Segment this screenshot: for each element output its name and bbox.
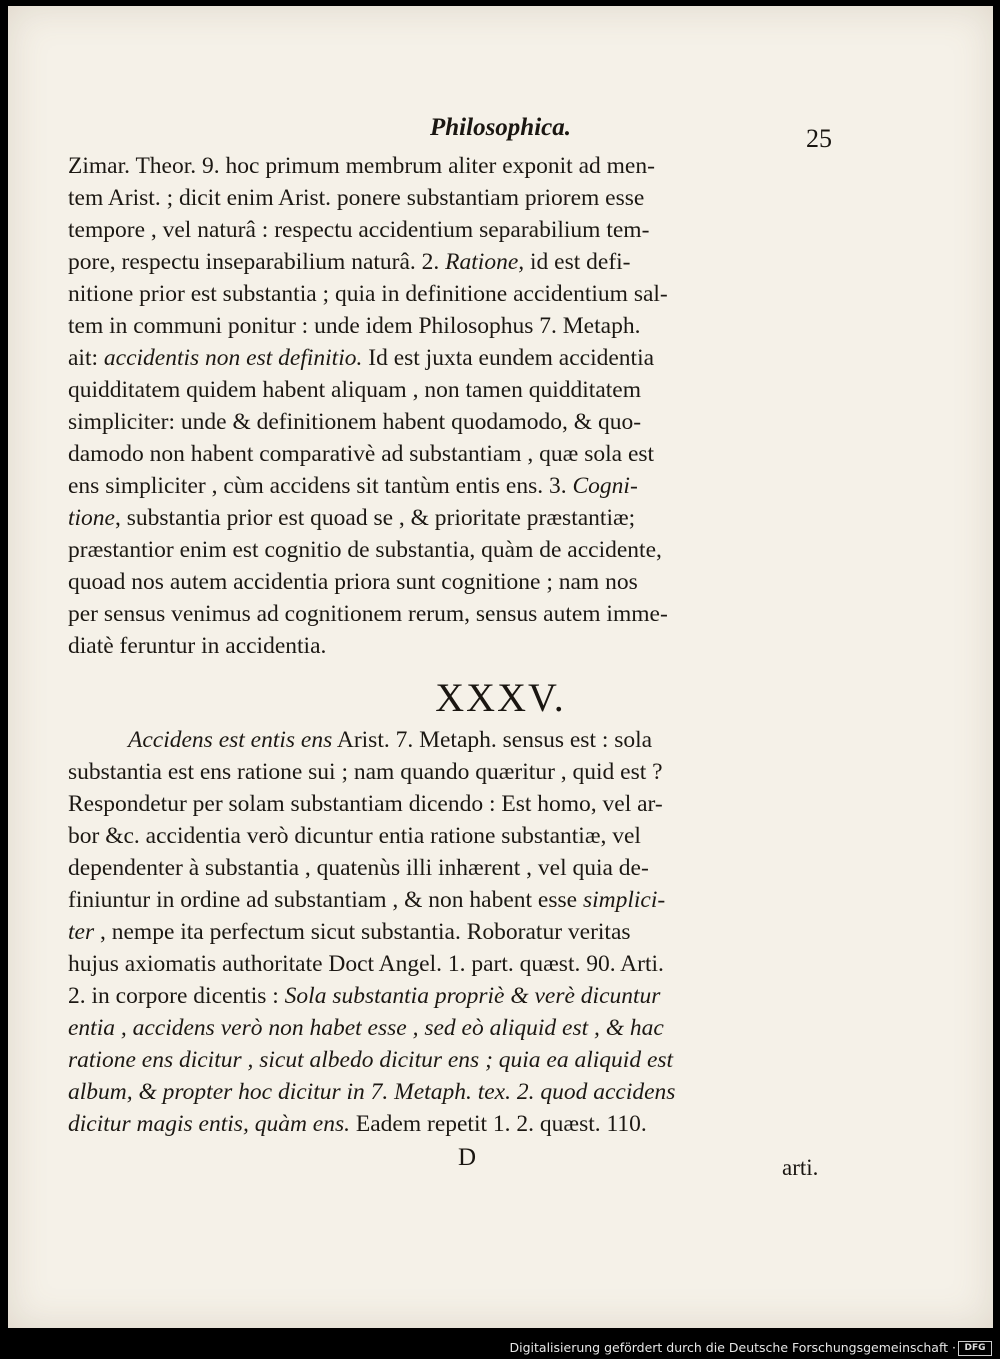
text-line: tem Arist. ; dicit enim Arist. ponere substantiam priorem esse xyxy=(68,185,645,211)
text-line: hujus axiomatis authoritate Doct Angel. 1. part. quæst. 90. Arti. xyxy=(68,951,664,977)
text-line: diatè feruntur in accidentia. xyxy=(68,633,327,659)
paragraph-2 xyxy=(68,724,828,1140)
text-line: nitione prior est substantia ; quia in definitione accidentium sal- xyxy=(68,281,668,307)
text-line: Respondetur per solam substantiam dicendo : Est homo, vel ar- xyxy=(68,791,663,817)
text-line: simpliciter: unde & definitionem habent quodamodo, & quo- xyxy=(68,409,642,435)
text-line: ter , nempe ita perfectum sicut substantia. Roboratur veritas xyxy=(68,919,631,945)
text-line: pore, respectu inseparabilium naturâ. 2. Ratione, id est defi- xyxy=(68,249,631,275)
section-heading: XXXV. xyxy=(435,675,566,720)
text-line: damodo non habent comparativè ad substantiam , quæ sola est xyxy=(68,441,655,467)
text-line: tempore , vel naturâ : respectu accidentium separabilium tem- xyxy=(68,217,650,243)
text-line: præstantior enim est cognitio de substantia, quàm de accidente, xyxy=(68,537,662,563)
text-line: per sensus venimus ad cognitionem rerum, sensus autem imme- xyxy=(68,601,668,627)
catchword: arti. xyxy=(782,1155,819,1180)
text-line: finiuntur in ordine ad substantiam , & non habent esse simplici- xyxy=(68,887,666,913)
text-line: ait: accidentis non est definitio. Id est juxta eundem accidentia xyxy=(68,345,655,371)
text-line: album, & propter hoc dicitur in 7. Metaph. tex. 2. quod accidens xyxy=(68,1079,676,1105)
text-line: bor &c. accidentia verò dicuntur entia ratione substantiæ, vel xyxy=(68,823,641,849)
funding-credit: Digitalisierung gefördert durch die Deutsche Forschungsgemeinschaft · xyxy=(509,1340,956,1355)
text-line: substantia est ens ratione sui ; nam quando quæritur , quid est ? xyxy=(68,759,663,785)
text-line: dependenter à substantia , quatenùs illi inhærent , vel quia de- xyxy=(68,855,649,881)
footer-bar xyxy=(0,1336,1000,1359)
dfg-logo-icon: DFG xyxy=(958,1341,992,1356)
running-head: Philosophica. xyxy=(430,114,571,141)
text-line: Zimar. Theor. 9. hoc primum membrum aliter exponit ad men- xyxy=(68,153,655,179)
text-line: ratione ens dicitur , sicut albedo dicitur ens ; quia ea aliquid est xyxy=(68,1047,674,1073)
paragraph-1 xyxy=(68,150,828,662)
text-line: 2. in corpore dicentis : Sola substantia propriè & verè dicuntur xyxy=(68,983,661,1009)
text-line: tione, substantia prior est quoad se , & prioritate præstantiæ; xyxy=(68,505,636,531)
text-line: Accidens est entis ens Arist. 7. Metaph. sensus est : sola xyxy=(128,727,653,753)
text-line: quoad nos autem accidentia priora sunt cognitione ; nam nos xyxy=(68,569,638,595)
book-page xyxy=(8,6,993,1328)
page-number: 25 xyxy=(806,124,832,153)
text-line: quidditatem quidem habent aliquam , non tamen quidditatem xyxy=(68,377,642,403)
text-line: entia , accidens verò non habet esse , sed eò aliquid est , & hac xyxy=(68,1015,664,1041)
text-line: tem in communi ponitur : unde idem Philosophus 7. Metaph. xyxy=(68,313,641,339)
text-line: ens simpliciter , cùm accidens sit tantùm entis ens. 3. Cogni- xyxy=(68,473,638,499)
signature-mark: D xyxy=(458,1144,477,1171)
text-line: dicitur magis entis, quàm ens. Eadem repetit 1. 2. quæst. 110. xyxy=(68,1111,647,1137)
